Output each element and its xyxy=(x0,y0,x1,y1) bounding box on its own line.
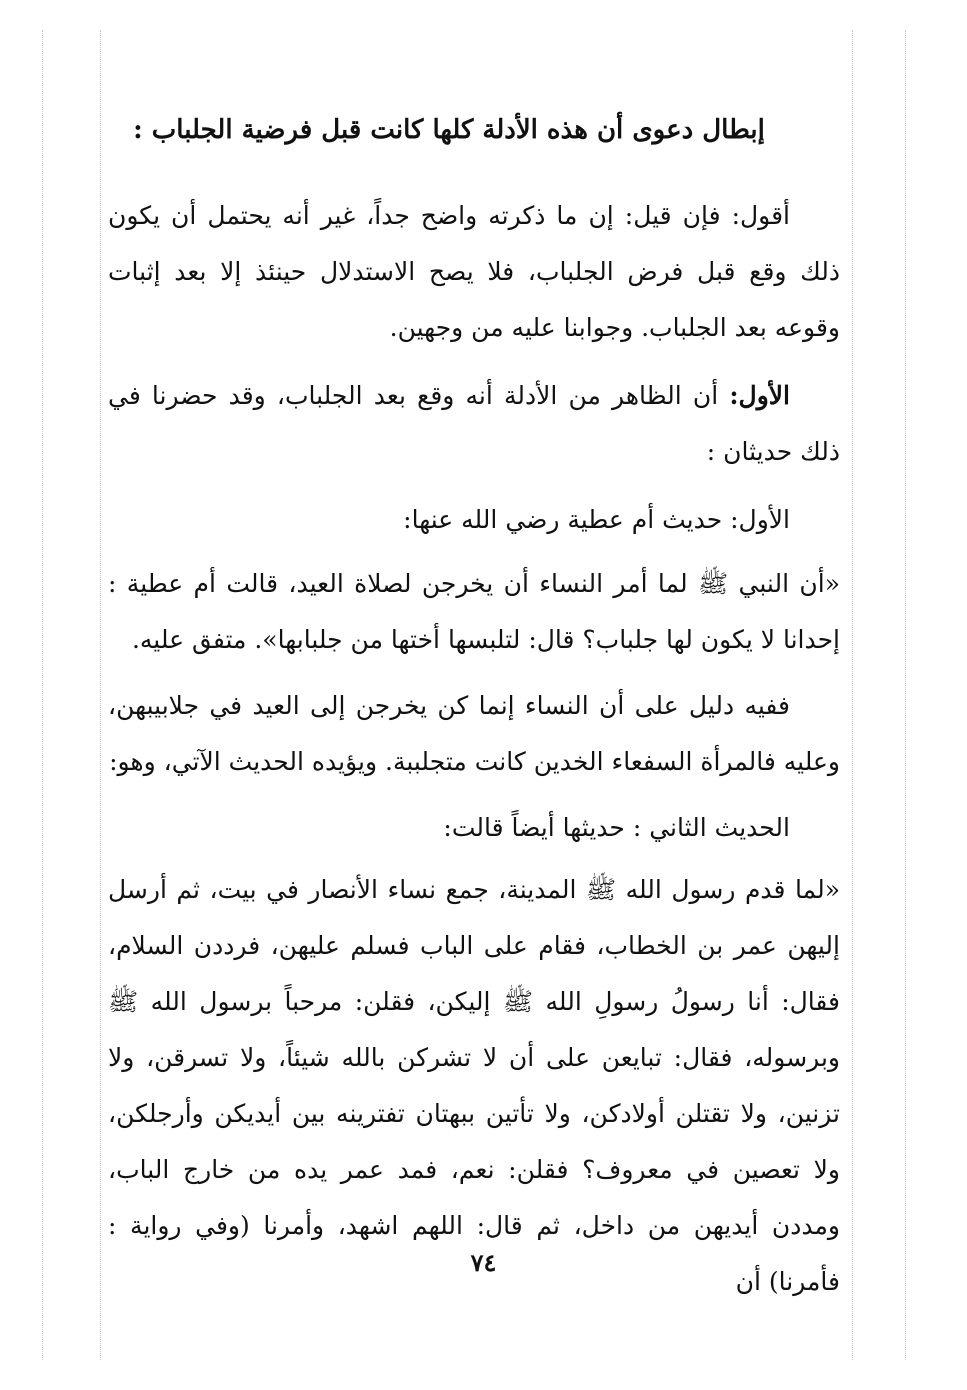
hadith-quote xyxy=(108,556,840,668)
scan-guide-line xyxy=(905,30,906,1360)
scan-guide-line xyxy=(852,30,853,1360)
paragraph-lead: الأول: xyxy=(729,381,790,410)
page-number: ٧٤ xyxy=(470,1248,497,1277)
paragraph-text: الأول: حديث أم عطية رضي الله عنها: xyxy=(403,505,790,534)
paragraph-text: أقول: فإن قيل: إن ما ذكرته واضح جداً، غير أنه يحتمل أن يكون ذلك وقع قبل فرض الجلباب، فلا يصح الاستدلال حينئذ إلا بعد إثبات وقوعه بعد الجلباب. وجوابنا عليه من وجهين. xyxy=(108,201,840,342)
scan-guide-line xyxy=(100,30,101,1360)
scan-guide-line xyxy=(42,30,43,1360)
paragraph xyxy=(108,188,840,356)
paragraph xyxy=(108,800,840,856)
paragraph-text: الحديث الثاني : حديثها أيضاً قالت: xyxy=(443,813,790,842)
paragraph-text: أن الظاهر من الأدلة أنه وقع بعد الجلباب، وقد حضرنا في ذلك حديثان : xyxy=(108,381,840,466)
paragraph xyxy=(108,678,840,790)
paragraph-text: «لما قدم رسول الله ﷺ المدينة، جمع نساء الأنصار في بيت، ثم أرسل إليهن عمر بن الخطاب، فقام على الباب فسلم عليهن، فرددن السلام، فقال: أنا رسولُ رسولِ الله ﷺ إليكن، فقلن: مرحباً برسول الله ﷺ وبرسوله، فقال: تبايعن على أن لا تشركن بالله شيئاً، ولا تسرقن، ولا تزنين، ولا تقتلن أولادكن، ولا تأتين ببهتان تفترينه بين أيديكن وأرجلكن، ولا تعصين في معروف؟ فقلن: نعم، فمد عمر يده من خارج الباب، ومددن أيديهن من داخل، ثم قال: اللهم اشهد، وأمرنا (وفي رواية : فأمرنا) أن xyxy=(108,875,840,1296)
section-heading: إبطال دعوى أن هذه الأدلة كلها كانت قبل فرضية الجلباب : xyxy=(133,115,765,145)
paragraph-text: «أن النبي ﷺ لما أمر النساء أن يخرجن لصلاة العيد، قالت أم عطية : إحدانا لا يكون لها جلباب؟ قال: لتلبسها أختها من جلبابها». متفق عليه. xyxy=(108,569,840,654)
paragraph xyxy=(108,492,840,548)
paragraph-text: ففيه دليل على أن النساء إنما كن يخرجن إلى العيد في جلابيبهن، وعليه فالمرأة السفعاء الخدين كانت متجلببة. ويؤيده الحديث الآتي، وهو: xyxy=(108,691,840,776)
paragraph xyxy=(108,368,840,480)
hadith-quote xyxy=(108,862,840,1310)
